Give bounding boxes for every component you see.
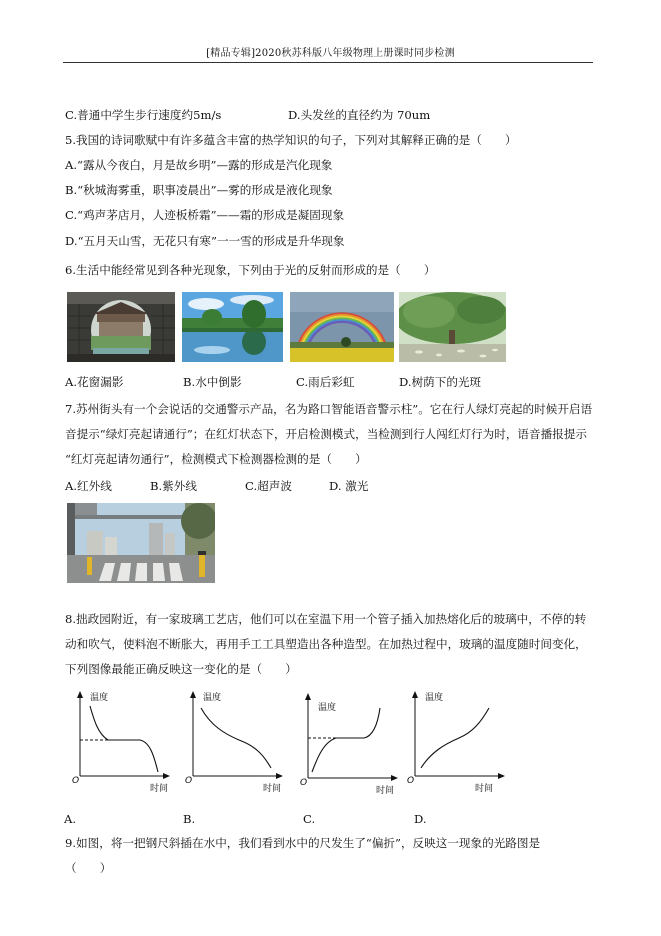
graph-d-ylabel: 温度 (425, 693, 444, 703)
graph-b-option: B. (183, 812, 196, 826)
q4-option-c: C.普通中学生步行速度约5m/s (65, 108, 222, 122)
q6-option-b: B.水中倒影 (183, 375, 242, 389)
graph-d (399, 690, 509, 796)
graph-a-xlabel: 时间 (150, 784, 169, 794)
graph-c-origin: O (300, 778, 308, 788)
graph-a-origin: O (72, 776, 80, 786)
graph-c-ylabel: 温度 (318, 703, 337, 713)
q7-option-c: C.超声波 (245, 479, 292, 493)
q7-line-2: 音提示“绿灯亮起请通行”；在红灯状态下，开启检测模式，当检测到行人闯红灯行为时，语音播报提示 (65, 427, 587, 441)
graph-a-option: A. (64, 812, 77, 826)
graph-c (292, 692, 402, 798)
graph-d-option: D. (414, 812, 427, 826)
q7-option-a: A.红外线 (65, 479, 112, 493)
graph-b-xlabel: 时间 (263, 784, 282, 794)
q7-line-3: “红灯亮起请勿通行”，检测模式下检测器检测的是（ ） (65, 452, 367, 466)
q6-option-c: C.雨后彩虹 (296, 375, 355, 389)
photo-lattice-window (67, 292, 175, 362)
graph-a-ylabel: 温度 (90, 693, 109, 703)
q7-option-b: B.紫外线 (150, 479, 197, 493)
q6-stem: 6.生活中能经常见到各种光现象，下列由于光的反射而形成的是（ ） (65, 263, 436, 277)
photo-rainbow (290, 292, 394, 362)
q8-line-1: 8.拙政园附近，有一家玻璃工艺店，他们可以在室温下用一个管子插入加热熔化后的玻璃中，不停的转 (65, 612, 587, 626)
q5-option-d: D.“五月天山雪，无花只有寒”一一雪的形成是升华现象 (65, 234, 345, 248)
q6-option-a: A.花窗漏影 (65, 375, 124, 389)
graph-c-option: C. (303, 812, 316, 826)
graph-d-origin: O (407, 776, 415, 786)
graph-d-xlabel: 时间 (475, 784, 494, 794)
graph-b-ylabel: 温度 (203, 693, 222, 703)
graph-b (177, 690, 287, 796)
photo-crosswalk (67, 503, 215, 583)
graph-c-xlabel: 时间 (376, 786, 395, 796)
q7-line-1: 7.苏州街头有一个会说话的交通警示产品，名为路口智能语音警示柱”。它在行人绿灯亮起的时候开启语 (65, 402, 593, 416)
photo-water-reflection (182, 292, 283, 362)
q8-line-3: 下列图像最能正确反映这一变化的是（ ） (65, 662, 297, 676)
q8-line-2: 动和吹气，使料泡不断胀大，再用手工工具塑造出各种造型。在加热过程中，玻璃的温度随时间变化， (65, 637, 587, 651)
q4-option-d: D.头发丝的直径约为 70um (288, 108, 431, 122)
graph-b-origin: O (185, 776, 193, 786)
graph-a (64, 690, 174, 796)
header-rule (63, 62, 593, 63)
q9-line-2: （ ） (65, 861, 112, 875)
q5-option-a: A.“露从今夜白，月是故乡明”—露的形成是汽化现象 (65, 158, 333, 172)
q9-line-1: 9.如图，将一把钢尺斜插在水中，我们看到水中的尺发生了“偏折”，反映这一现象的光路图是 (65, 836, 541, 850)
photo-tree-shade (399, 292, 506, 362)
q5-option-b: B.“秋城海雾重，职事凌晨出”—雾的形成是液化现象 (65, 183, 333, 197)
q5-option-c: C.“鸡声茅店月，人迹板桥霜”——霜的形成是凝固现象 (65, 208, 345, 222)
q5-stem: 5.我国的诗词歌赋中有许多蕴含丰富的热学知识的句子，下列对其解释正确的是（ ） (65, 133, 517, 147)
q7-option-d: D. 激光 (329, 479, 369, 493)
q6-option-d: D.树荫下的光斑 (399, 375, 482, 389)
page-header: [精品专辑]2020秋苏科版八年级物理上册课时同步检测 (206, 48, 455, 59)
